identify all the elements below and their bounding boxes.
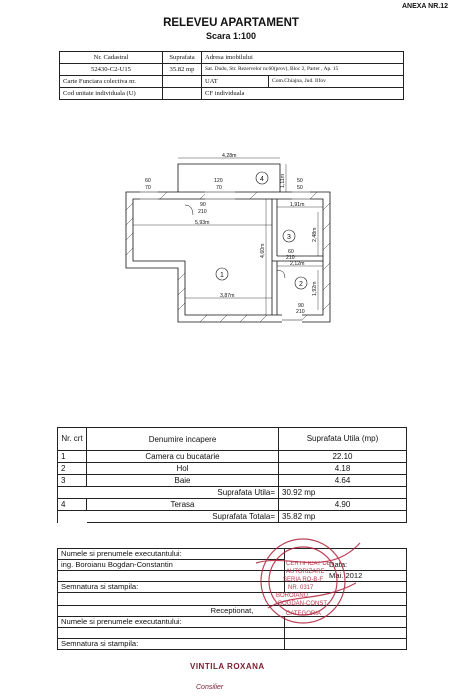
- date-label: Data:: [326, 560, 407, 571]
- exec-label: Numele si prenumele executantului:: [58, 549, 285, 560]
- room-number-4: 4: [260, 176, 264, 183]
- opening-3-bottom: 50: [297, 185, 303, 191]
- cod-unitate-value: [163, 88, 202, 100]
- row-nr: 1: [58, 451, 87, 463]
- authorization-stamp: [248, 523, 368, 643]
- table-row: [58, 499, 407, 511]
- dim-bottom-width: 3,87m: [220, 293, 235, 299]
- row-nr: 3: [58, 475, 87, 487]
- row-nr: 2: [58, 463, 87, 475]
- opening-5-bottom: 210: [286, 255, 295, 261]
- dim-living-width: 5,93m: [195, 220, 210, 226]
- grand-total-row: [58, 511, 407, 523]
- row-name: Camera cu bucatarie: [87, 451, 279, 463]
- sign-label-2: Semnatura si stampila:: [58, 639, 285, 650]
- sign-label: Semnatura si stampila:: [58, 582, 285, 593]
- page-title: RELEVEU APARTAMENT: [163, 17, 299, 29]
- col-area-header: Suprafata Utila (mp): [279, 428, 407, 451]
- row-area: 4.64: [279, 475, 407, 487]
- receptionat-label: Receptionat,: [58, 606, 407, 617]
- scale-label: Scara 1:100: [205, 31, 257, 41]
- dim-hall-height: 1,92m: [312, 281, 318, 296]
- svg-text:NR. 0317: NR. 0317: [288, 585, 314, 591]
- annex-label: ANEXA NR.12: [401, 3, 448, 10]
- dim-terrace-depth: 1,11m: [280, 173, 286, 188]
- util-total-row: [58, 487, 407, 499]
- table-row: [58, 475, 407, 487]
- dim-hall-width: 2,12m: [290, 261, 305, 267]
- dim-total-width: 4,28m: [222, 153, 237, 159]
- svg-text:CATEGORIA: CATEGORIA: [286, 611, 321, 617]
- dim-bath-height: 2,48m: [312, 227, 318, 242]
- terrace-nr: 4: [58, 499, 87, 511]
- opening-4-top: 90: [200, 202, 206, 208]
- row-name: Hol: [87, 463, 279, 475]
- opening-6-bottom: 210: [296, 309, 305, 315]
- rooms-table: [57, 427, 407, 523]
- room-number-2: 2: [299, 281, 303, 288]
- util-label: Suprafata Utila=: [87, 487, 279, 499]
- floor-plan: [0, 150, 462, 340]
- svg-text:AUTORIZARE: AUTORIZARE: [286, 569, 325, 575]
- row-area: 4.18: [279, 463, 407, 475]
- col-name-header: Denumire incapere: [87, 428, 279, 451]
- exec-label-2: Numele si prenumele executantului:: [58, 617, 285, 628]
- exec-name: ing. Boroianu Bogdan-Constantin: [58, 560, 285, 571]
- opening-2-top: 120: [214, 178, 223, 184]
- property-header-table: [59, 51, 404, 100]
- cod-unitate-label: Cod unitate individuala (U): [60, 88, 163, 100]
- carte-funciara-value: [163, 76, 202, 88]
- suprafata-value: 35.82 mp: [163, 64, 202, 76]
- dim-bath-width: 1,91m: [290, 202, 305, 208]
- svg-text:SERIA RO-B-F: SERIA RO-B-F: [283, 577, 324, 583]
- terrace-name: Terasa: [87, 499, 279, 511]
- signatory-name: VINTILA ROXANA: [190, 662, 265, 671]
- nr-cadastral-label: Nr. Cadastral: [60, 52, 163, 64]
- opening-2-bottom: 70: [216, 185, 222, 191]
- uat-value: Com.Chiajna, Jud. Ilfov: [269, 76, 404, 88]
- suprafata-label: Suprafata: [163, 52, 202, 64]
- total-label: Suprafata Totala=: [87, 511, 279, 523]
- adresa-label: Adresa imobilului: [202, 52, 404, 64]
- room-number-3: 3: [287, 234, 291, 241]
- svg-text:BOGDAN-CONST.: BOGDAN-CONST.: [278, 601, 329, 607]
- svg-text:CERTIFICAT DE: CERTIFICAT DE: [286, 561, 331, 567]
- date-value: Mai. 2012: [326, 571, 407, 582]
- opening-6-top: 90: [298, 303, 304, 309]
- row-area: 22.10: [279, 451, 407, 463]
- opening-5-top: 60: [288, 249, 294, 255]
- adresa-value: Sat. Dudu, Str. Rezervelor nr.60(prov), Bloc 2, Parter , Ap. 15: [202, 64, 404, 76]
- room-number-1: 1: [220, 272, 224, 279]
- opening-1-bottom: 70: [145, 185, 151, 191]
- terrace-area: 4.90: [279, 499, 407, 511]
- nr-cadastral-value: 52430-C2-U15: [60, 64, 163, 76]
- opening-1-top: 60: [145, 178, 151, 184]
- dim-height: 4,60m: [260, 243, 266, 258]
- svg-text:BOROIANU: BOROIANU: [276, 593, 309, 599]
- signatory-role: Consilier: [196, 684, 224, 691]
- uat-label: UAT: [202, 76, 269, 88]
- row-name: Baie: [87, 475, 279, 487]
- total-value: 35.82 mp: [279, 511, 407, 523]
- opening-3-top: 50: [297, 178, 303, 184]
- cf-label: CF individuala: [202, 88, 404, 100]
- table-row: [58, 451, 407, 463]
- util-value: 30.92 mp: [279, 487, 407, 499]
- opening-4-bottom: 210: [198, 209, 207, 215]
- col-nr-header: Nr. crt: [58, 428, 87, 451]
- table-row: [58, 463, 407, 475]
- carte-funciara-label: Carte Funciara colectiva nr.: [60, 76, 163, 88]
